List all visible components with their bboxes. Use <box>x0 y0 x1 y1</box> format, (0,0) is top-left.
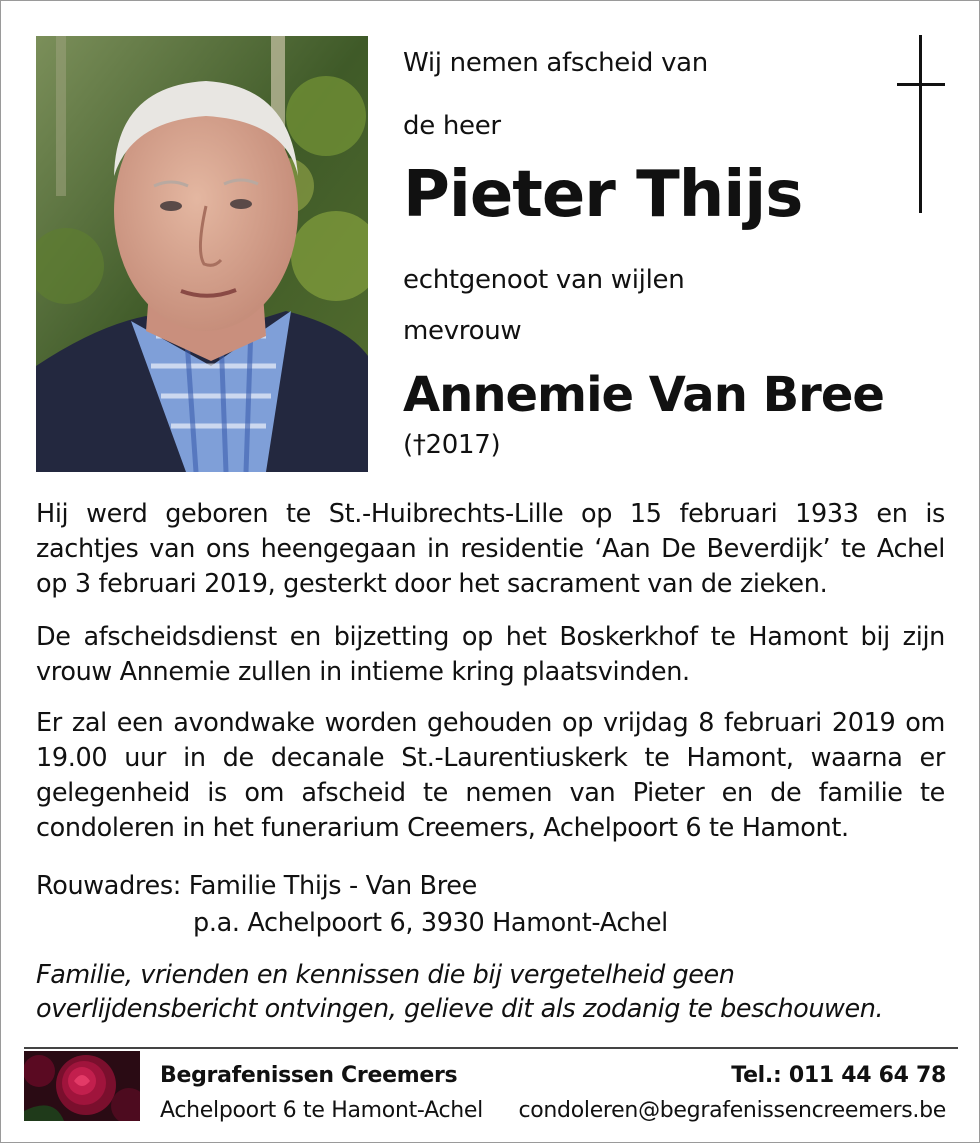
phone-number: Tel.: 011 44 64 78 <box>731 1063 946 1088</box>
cross-icon <box>897 35 945 213</box>
relation-text: echtgenoot van wijlen <box>403 265 685 295</box>
intro-text: Wij nemen afscheid van <box>403 48 708 78</box>
company-address: Achelpoort 6 te Hamont-Achel <box>160 1098 483 1123</box>
company-name: Begrafenissen Creemers <box>160 1063 458 1088</box>
spouse-died: (†2017) <box>403 430 501 460</box>
address-line-1: Rouwadres: Familie Thijs - Van Bree <box>36 871 477 901</box>
footer-divider <box>24 1047 958 1049</box>
spouse-name: Annemie Van Bree <box>403 367 884 423</box>
paragraph-birth: Hij werd geboren te St.-Huibrechts-Lille op 15 februari 1933 en is zachtjes van ons heengegaan in residentie ‘Aan De Beverdijk’ te Achel op 3 februari 2019, gesterkt door het sacrament van de zieken. <box>36 499 945 599</box>
deceased-name: Pieter Thijs <box>403 158 803 232</box>
email-link[interactable]: condoleren@begrafenissencreemers.be <box>518 1098 946 1123</box>
paragraph-wake: Er zal een avondwake worden gehouden op vrijdag 8 februari 2019 om 19.00 uur in de decanale St.-Laurentiuskerk te Hamont, waarna er gelegenheid is om afscheid te nemen van Pieter en de familie te condoleren in het funerarium Creemers, Achelpoort 6 te Hamont. <box>36 708 945 843</box>
rose-image <box>24 1051 140 1121</box>
paragraph-service: De afscheidsdienst en bijzetting op het Boskerkhof te Hamont bij zijn vrouw Annemie zullen in intieme kring plaatsvinden. <box>36 622 945 687</box>
address-line-2: p.a. Achelpoort 6, 3930 Hamont-Achel <box>193 908 668 938</box>
portrait-photo <box>36 36 368 472</box>
title-prefix: de heer <box>403 111 501 141</box>
spouse-prefix: mevrouw <box>403 316 522 346</box>
notice-text: Familie, vrienden en kennissen die bij vergetelheid geen overlijdensbericht ontvingen, gelieve dit als zodanig te beschouwen. <box>36 960 884 1024</box>
